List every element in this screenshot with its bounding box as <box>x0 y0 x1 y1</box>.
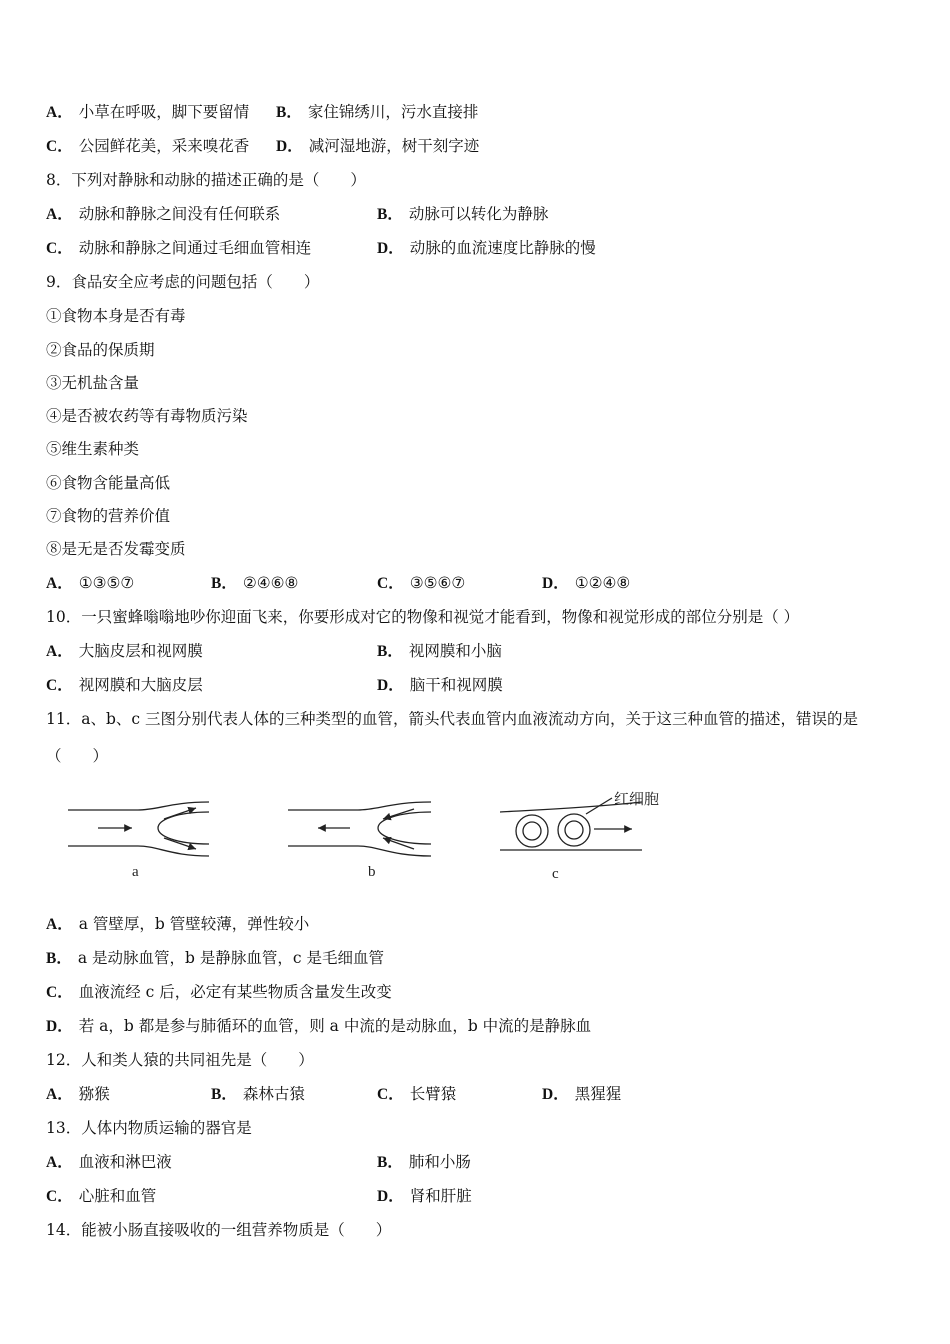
figure-label-b: b <box>368 864 376 880</box>
rbc-label: 红细胞 <box>614 792 660 808</box>
q7-option-b: B． 家住锦绣川，污水直接排 <box>276 103 479 121</box>
q12-option-c: C． 长臂猿 <box>377 1085 457 1103</box>
q9-item: ⑧是无是否发霉变质 <box>46 540 186 558</box>
q8-option-b: B． 动脉可以转化为静脉 <box>377 205 549 223</box>
q10-option-d: D． 脑干和视网膜 <box>377 676 503 694</box>
q10-option-a: A． 大脑皮层和视网膜 <box>46 642 203 660</box>
q9-option-c: C． ③⑤⑥⑦ <box>377 574 466 592</box>
figure-label-c: c <box>552 866 559 882</box>
q7-option-d: D． 减河湿地游，树干刻字迹 <box>276 137 480 155</box>
q9-stem: 9．食品安全应考虑的问题包括（ ） <box>46 273 320 291</box>
q8-option-a: A． 动脉和静脉之间没有任何联系 <box>46 205 281 223</box>
q9-option-d: D． ①②④⑧ <box>542 574 631 592</box>
q9-item: ⑤维生素种类 <box>46 440 140 458</box>
q7-option-c: C． 公园鲜花美，采来嗅花香 <box>46 137 250 155</box>
blood-vessel-figure <box>46 772 686 892</box>
q11-option-a: A． a 管壁厚，b 管壁较薄，弹性较小 <box>46 915 310 933</box>
q8-option-d: D． 动脉的血流速度比静脉的慢 <box>377 239 596 257</box>
q11-stem-cont: （ ） <box>46 747 109 765</box>
q13-option-d: D． 肾和肝脏 <box>377 1187 472 1205</box>
q14-stem: 14．能被小肠直接吸收的一组营养物质是（ ） <box>46 1221 392 1239</box>
q12-option-b: B． 森林古猿 <box>211 1085 305 1103</box>
q10-option-b: B． 视网膜和小脑 <box>377 642 502 660</box>
q13-option-a: A． 血液和淋巴液 <box>46 1153 172 1171</box>
q9-item: ②食品的保质期 <box>46 341 155 359</box>
q9-item: ⑥食物含能量高低 <box>46 474 171 492</box>
q13-option-c: C． 心脏和血管 <box>46 1187 157 1205</box>
q7-option-a: A． 小草在呼吸，脚下要留情 <box>46 103 250 121</box>
q9-item: ①食物本身是否有毒 <box>46 307 186 325</box>
q12-option-a: A． 猕猴 <box>46 1085 110 1103</box>
q12-stem: 12．人和类人猿的共同祖先是（ ） <box>46 1051 314 1069</box>
q13-stem: 13．人体内物质运输的器官是 <box>46 1119 252 1137</box>
vessel-a <box>68 802 209 856</box>
q9-option-b: B． ②④⑥⑧ <box>211 574 299 592</box>
q11-option-b: B． a 是动脉血管，b 是静脉血管，c 是毛细血管 <box>46 949 384 967</box>
figure-label-a: a <box>132 864 139 880</box>
q10-option-c: C． 视网膜和大脑皮层 <box>46 676 203 694</box>
q9-item: ④是否被农药等有毒物质污染 <box>46 407 248 425</box>
q9-item: ③无机盐含量 <box>46 374 140 392</box>
vessel-b <box>288 802 431 856</box>
q11-option-d: D． 若 a，b 都是参与肺循环的血管，则 a 中流的是动脉血，b 中流的是静脉血 <box>46 1017 592 1035</box>
q11-stem: 11．a、b、c 三图分别代表人体的三种类型的血管，箭头代表血管内血液流动方向，关于这三种血管的描述，错误的是 <box>46 710 858 728</box>
q10-stem: 10．一只蜜蜂嗡嗡地吵你迎面飞来，你要形成对它的物像和视觉才能看到，物像和视觉形成的部位分别是（ ） <box>46 608 800 626</box>
q13-option-b: B． 肺和小肠 <box>377 1153 471 1171</box>
q8-option-c: C． 动脉和静脉之间通过毛细血管相连 <box>46 239 312 257</box>
q9-option-a: A． ①③⑤⑦ <box>46 574 135 592</box>
q11-option-c: C． 血液流经 c 后，必定有某些物质含量发生改变 <box>46 983 392 1001</box>
q12-option-d: D． 黑猩猩 <box>542 1085 622 1103</box>
q8-stem: 8．下列对静脉和动脉的描述正确的是（ ） <box>46 171 366 189</box>
q9-item: ⑦食物的营养价值 <box>46 507 171 525</box>
